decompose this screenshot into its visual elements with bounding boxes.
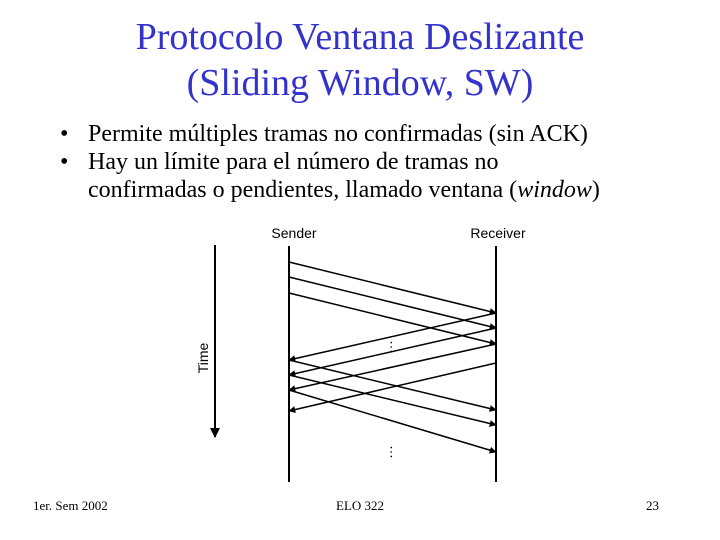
ellipsis-upper: …	[379, 340, 395, 354]
sender-label: Sender	[271, 225, 317, 241]
ellipsis-lower: …	[379, 445, 395, 459]
bullet-text: Hay un límite para el número de tramas no	[88, 149, 499, 175]
bullet-text-italic: window	[517, 177, 592, 203]
bullet-text: Permite múltiples tramas no confirmadas (sin ACK)	[88, 121, 588, 147]
receiver-label: Receiver	[470, 225, 526, 241]
title-line-2: (Sliding Window, SW)	[186, 62, 534, 104]
ack-arrow	[289, 363, 496, 411]
bullet-text-continued: confirmadas o pendientes, llamado ventana (	[88, 177, 518, 203]
bullet-marker: •	[60, 121, 69, 147]
time-label: Time	[195, 342, 211, 374]
bullet-text-end: )	[591, 177, 600, 203]
footer-course: ELO 322	[336, 498, 385, 513]
footer-page-number: 23	[646, 498, 659, 513]
bullet-marker: •	[60, 149, 69, 175]
title-line-1: Protocolo Ventana Deslizante	[135, 16, 585, 58]
footer-semester: 1er. Sem 2002	[33, 498, 108, 513]
frame-arrow	[289, 262, 496, 313]
